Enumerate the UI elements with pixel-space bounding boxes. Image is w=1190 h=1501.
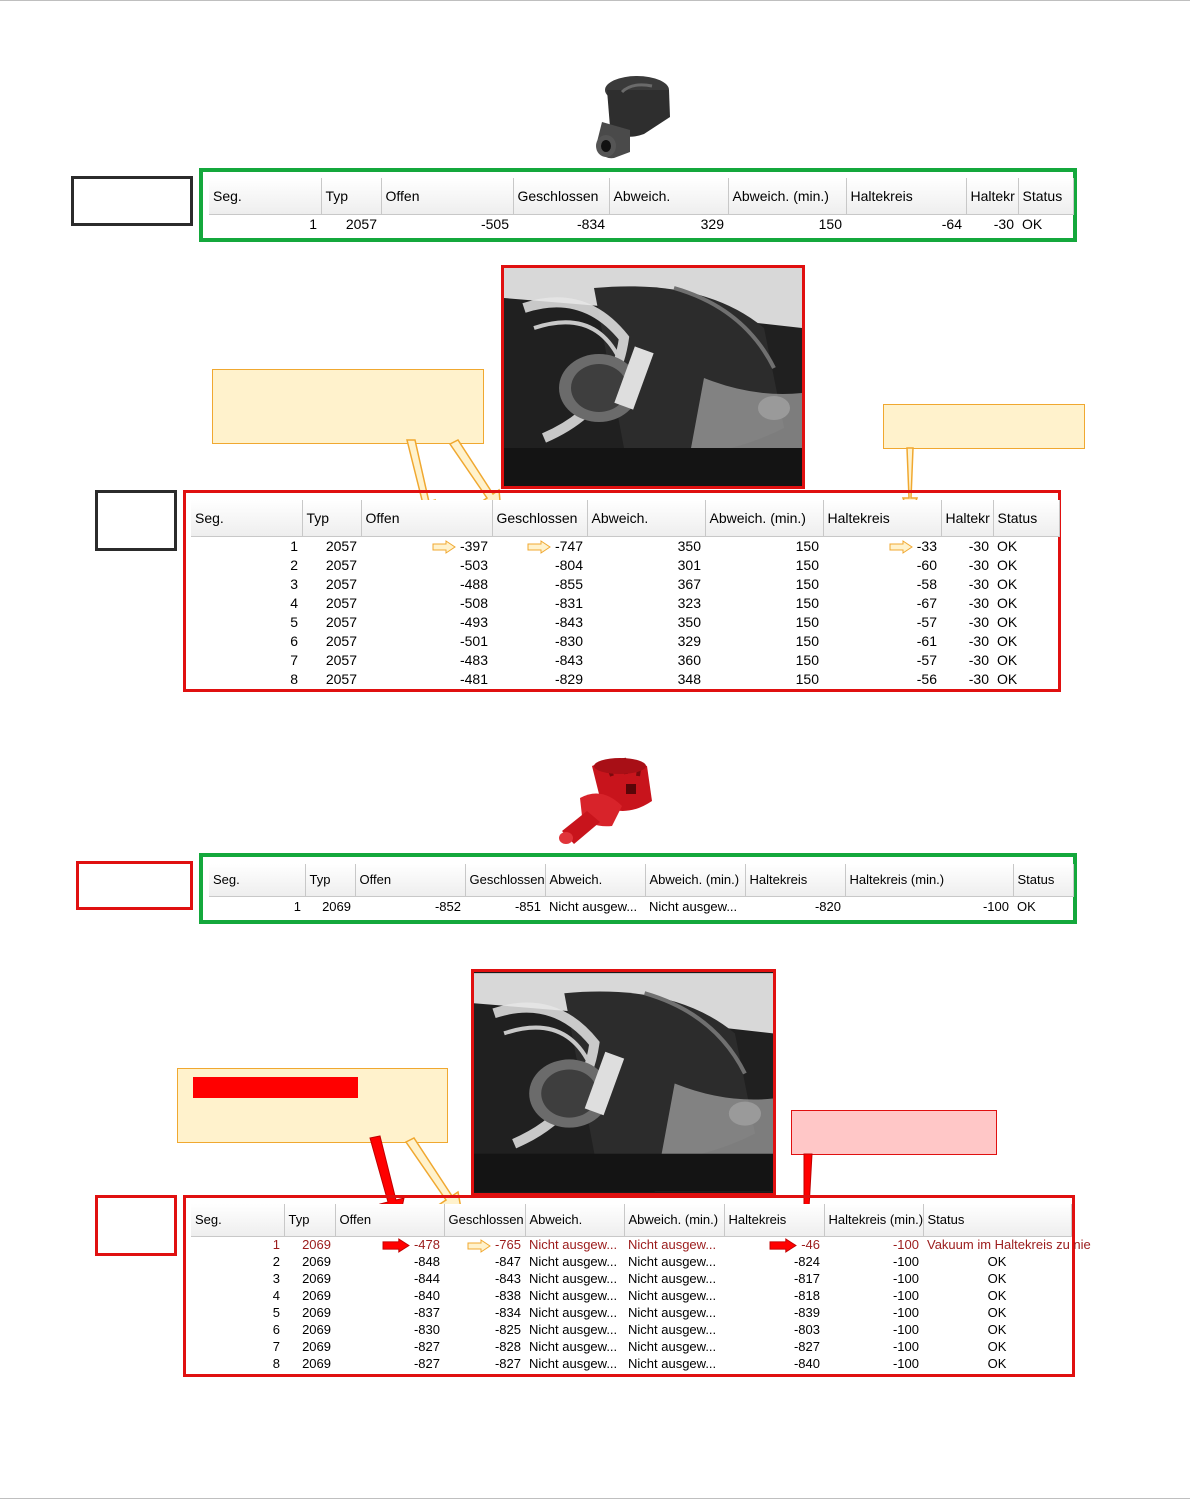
col-header-abweich-min[interactable]: Abweich. (min.) bbox=[705, 500, 823, 536]
cell-status: OK bbox=[997, 575, 1018, 592]
cell-status: OK bbox=[987, 1254, 1007, 1269]
cell-typ: 2057 bbox=[325, 556, 357, 573]
cell-offen: -505 bbox=[480, 216, 509, 233]
col-header-status[interactable]: Status bbox=[993, 500, 1059, 536]
measurement-table-1 bbox=[191, 500, 1060, 688]
cell-seg: 1 bbox=[309, 216, 317, 233]
col-header-offen[interactable]: Offen bbox=[355, 864, 465, 896]
table-row[interactable] bbox=[191, 1287, 1071, 1304]
cell-status: OK bbox=[997, 613, 1018, 630]
col-header-seg[interactable]: Seg. bbox=[191, 1204, 284, 1236]
cell-haltekreis: -824 bbox=[793, 1254, 820, 1269]
col-header-haltekreis[interactable]: Haltekreis bbox=[745, 864, 845, 896]
reference-table-frame-1 bbox=[199, 168, 1077, 242]
cell-status: OK bbox=[997, 651, 1018, 668]
table-row[interactable] bbox=[209, 896, 1073, 916]
cell-haltekreis-min: -30 bbox=[968, 613, 989, 630]
red-arrow-icon bbox=[382, 1239, 410, 1252]
cell-abweich: 360 bbox=[677, 651, 701, 668]
reference-table-2 bbox=[209, 864, 1074, 916]
cell-haltekreis: -839 bbox=[793, 1305, 820, 1320]
cell-seg: 2 bbox=[290, 556, 298, 573]
cell-typ: 2069 bbox=[302, 1356, 331, 1371]
cell-seg: 5 bbox=[272, 1305, 280, 1320]
cell-haltekreis bbox=[823, 536, 941, 555]
cell-offen: -848 bbox=[413, 1254, 440, 1269]
cell-seg: 6 bbox=[272, 1322, 280, 1337]
cell-typ: 2057 bbox=[325, 594, 357, 611]
cell-status: OK bbox=[1017, 898, 1036, 914]
cell-haltekreis: -60 bbox=[916, 556, 937, 573]
cell-seg: 2 bbox=[272, 1254, 280, 1269]
cell-status: OK bbox=[987, 1288, 1007, 1303]
cell-haltekreis-min: -100 bbox=[892, 1322, 919, 1337]
orange-arrow-icon bbox=[889, 541, 913, 553]
cell-typ: 2069 bbox=[322, 898, 351, 914]
table-row[interactable] bbox=[191, 1270, 1071, 1287]
cell-abweich: 348 bbox=[677, 670, 701, 687]
cell-haltekreis: -817 bbox=[793, 1271, 820, 1286]
col-header-abweich[interactable]: Abweich. bbox=[609, 178, 728, 214]
cell-typ: 2057 bbox=[345, 216, 377, 233]
col-header-haltekreis[interactable]: Haltekreis bbox=[846, 178, 966, 214]
cell-seg: 8 bbox=[272, 1356, 280, 1371]
cell-geschlossen: -843 bbox=[554, 613, 583, 630]
redacted-label-bar bbox=[193, 1077, 358, 1098]
col-header-offen[interactable]: Offen bbox=[335, 1204, 444, 1236]
cell-abweich-min: Nicht ausgew... bbox=[628, 1322, 717, 1337]
col-header-seg[interactable]: Seg. bbox=[209, 864, 305, 896]
cell-status: OK bbox=[1022, 216, 1043, 233]
cell-geschlossen: -838 bbox=[494, 1288, 521, 1303]
cell-abweich-min: Nicht ausgew... bbox=[628, 1254, 717, 1269]
cell-haltekreis-min: -30 bbox=[968, 594, 989, 611]
cell-abweich: 329 bbox=[700, 216, 724, 233]
cell-abweich-min: 150 bbox=[795, 556, 819, 573]
cell-seg: 1 bbox=[290, 537, 298, 554]
cell-haltekreis: -67 bbox=[916, 594, 937, 611]
col-header-status[interactable]: Status bbox=[923, 1204, 1071, 1236]
cell-seg: 1 bbox=[293, 898, 301, 914]
cell-offen: -827 bbox=[413, 1356, 440, 1371]
table-row[interactable] bbox=[191, 1338, 1071, 1355]
cell-value: -765 bbox=[494, 1237, 521, 1253]
cell-seg: 1 bbox=[272, 1237, 280, 1253]
cell-haltekreis-min: -30 bbox=[968, 537, 989, 554]
col-header-abweich[interactable]: Abweich. bbox=[545, 864, 645, 896]
cell-offen: -840 bbox=[413, 1288, 440, 1303]
col-header-abweich[interactable]: Abweich. bbox=[587, 500, 705, 536]
callout-offen-geschlossen-1 bbox=[212, 369, 484, 444]
cell-typ: 2057 bbox=[325, 575, 357, 592]
cell-geschlossen: -831 bbox=[554, 594, 583, 611]
cell-status: Vakuum im Haltekreis zu nie bbox=[927, 1237, 1091, 1253]
cell-status: OK bbox=[987, 1322, 1007, 1337]
col-header-geschlossen[interactable]: Geschlossen bbox=[465, 864, 545, 896]
cell-typ: 2069 bbox=[302, 1339, 331, 1354]
cell-haltekreis: -57 bbox=[916, 651, 937, 668]
cell-status: OK bbox=[987, 1305, 1007, 1320]
measurement-table-2 bbox=[191, 1204, 1091, 1372]
cell-status: OK bbox=[997, 537, 1018, 554]
cell-abweich: Nicht ausgew... bbox=[529, 1237, 618, 1253]
cell-abweich: 350 bbox=[677, 613, 701, 630]
cell-offen: -827 bbox=[413, 1339, 440, 1354]
col-header-haltekreis-min[interactable]: Haltekr bbox=[966, 178, 1018, 214]
cell-status: OK bbox=[997, 556, 1018, 573]
cell-haltekreis: -818 bbox=[793, 1288, 820, 1303]
cell-status: OK bbox=[987, 1339, 1007, 1354]
cell-haltekreis-min: -30 bbox=[968, 651, 989, 668]
cell-geschlossen: -830 bbox=[554, 632, 583, 649]
cell-seg: 7 bbox=[290, 651, 298, 668]
col-header-haltekreis[interactable]: Haltekreis bbox=[724, 1204, 824, 1236]
cell-status: OK bbox=[997, 594, 1018, 611]
cell-abweich: 367 bbox=[677, 575, 701, 592]
bottom-rule bbox=[0, 1498, 1190, 1499]
cell-geschlossen bbox=[444, 1236, 525, 1253]
cell-abweich-min: 150 bbox=[795, 575, 819, 592]
cell-haltekreis-min: -100 bbox=[892, 1356, 919, 1371]
top-rule bbox=[0, 0, 1190, 1]
cell-geschlossen: -834 bbox=[576, 216, 605, 233]
red-suction-cup-image bbox=[552, 756, 662, 852]
cell-offen: -488 bbox=[459, 575, 488, 592]
col-header-abweich-min[interactable]: Abweich. (min.) bbox=[645, 864, 745, 896]
cell-abweich-min: Nicht ausgew... bbox=[628, 1305, 717, 1320]
cell-geschlossen: -827 bbox=[494, 1356, 521, 1371]
cell-seg: 6 bbox=[290, 632, 298, 649]
reference-table-1 bbox=[209, 178, 1074, 234]
cell-abweich: Nicht ausgew... bbox=[529, 1254, 618, 1269]
label-box-3 bbox=[76, 861, 193, 910]
col-header-status[interactable]: Status bbox=[1013, 864, 1073, 896]
cell-haltekreis-min: -100 bbox=[892, 1339, 919, 1354]
cell-haltekreis-min: -30 bbox=[968, 632, 989, 649]
cell-abweich: Nicht ausgew... bbox=[529, 1356, 618, 1371]
cell-abweich-min: 150 bbox=[795, 594, 819, 611]
cell-geschlossen: -828 bbox=[494, 1339, 521, 1354]
col-header-offen[interactable]: Offen bbox=[361, 500, 492, 536]
cell-abweich-min: 150 bbox=[795, 651, 819, 668]
cell-typ: 2057 bbox=[325, 613, 357, 630]
cell-abweich: 329 bbox=[677, 632, 701, 649]
cell-offen: -503 bbox=[459, 556, 488, 573]
col-header-geschlossen[interactable]: Geschlossen bbox=[444, 1204, 525, 1236]
cell-value: -397 bbox=[459, 537, 488, 554]
cell-haltekreis: -64 bbox=[941, 216, 962, 233]
cell-offen: -493 bbox=[459, 613, 488, 630]
table-row[interactable] bbox=[191, 593, 1059, 612]
cell-geschlossen: -825 bbox=[494, 1322, 521, 1337]
cell-typ: 2057 bbox=[325, 632, 357, 649]
col-header-status[interactable]: Status bbox=[1018, 178, 1073, 214]
cell-offen: -852 bbox=[434, 898, 461, 914]
cell-abweich: 301 bbox=[677, 556, 701, 573]
cell-abweich-min: 150 bbox=[795, 670, 819, 687]
reference-table-frame-2 bbox=[199, 853, 1077, 924]
cell-abweich-min: 150 bbox=[818, 216, 842, 233]
cell-abweich-min: Nicht ausgew... bbox=[628, 1271, 717, 1286]
cell-geschlossen bbox=[492, 536, 587, 555]
cell-offen: -508 bbox=[459, 594, 488, 611]
cell-seg: 4 bbox=[272, 1288, 280, 1303]
cell-haltekreis: -58 bbox=[916, 575, 937, 592]
cell-geschlossen: -804 bbox=[554, 556, 583, 573]
cell-abweich: Nicht ausgew... bbox=[529, 1305, 618, 1320]
col-header-geschlossen[interactable]: Geschlossen bbox=[492, 500, 587, 536]
orange-arrow-icon bbox=[467, 1240, 491, 1252]
cell-seg: 8 bbox=[290, 670, 298, 687]
col-header-typ[interactable]: Typ bbox=[321, 178, 381, 214]
cell-typ: 2057 bbox=[325, 537, 357, 554]
cell-abweich: 350 bbox=[677, 537, 701, 554]
col-header-abweich[interactable]: Abweich. bbox=[525, 1204, 624, 1236]
cell-haltekreis-min: -100 bbox=[892, 1254, 919, 1269]
table-row[interactable] bbox=[191, 555, 1059, 574]
cell-haltekreis-min: -30 bbox=[968, 556, 989, 573]
cell-offen: -837 bbox=[413, 1305, 440, 1320]
cell-haltekreis: -57 bbox=[916, 613, 937, 630]
cell-seg: 4 bbox=[290, 594, 298, 611]
cell-haltekreis-min: -30 bbox=[968, 575, 989, 592]
cell-offen: -830 bbox=[413, 1322, 440, 1337]
cell-offen: -844 bbox=[413, 1271, 440, 1286]
cell-haltekreis: -61 bbox=[916, 632, 937, 649]
cell-typ: 2069 bbox=[302, 1288, 331, 1303]
col-header-typ[interactable]: Typ bbox=[302, 500, 361, 536]
table-row[interactable] bbox=[191, 612, 1059, 631]
cell-geschlossen: -855 bbox=[554, 575, 583, 592]
cell-haltekreis: -827 bbox=[793, 1339, 820, 1354]
black-suction-cup-image bbox=[582, 72, 682, 162]
col-header-haltekreis-min[interactable]: Haltekreis (min.) bbox=[824, 1204, 923, 1236]
cell-typ: 2069 bbox=[302, 1305, 331, 1320]
measurement-table-frame-2 bbox=[183, 1195, 1091, 1377]
cell-abweich-min: 150 bbox=[795, 632, 819, 649]
table-row[interactable] bbox=[191, 1253, 1071, 1270]
cell-offen: -483 bbox=[459, 651, 488, 668]
label-box-1 bbox=[71, 176, 193, 226]
cell-offen bbox=[335, 1236, 444, 1253]
cell-geschlossen: -851 bbox=[514, 898, 541, 914]
cell-abweich-min: Nicht ausgew... bbox=[628, 1356, 717, 1371]
cell-haltekreis bbox=[724, 1236, 824, 1253]
col-header-haltekreis[interactable]: Haltekreis bbox=[823, 500, 941, 536]
table-row[interactable] bbox=[191, 650, 1059, 669]
cell-seg: 3 bbox=[290, 575, 298, 592]
cell-offen: -501 bbox=[459, 632, 488, 649]
cell-status: OK bbox=[987, 1356, 1007, 1371]
cell-typ: 2069 bbox=[302, 1322, 331, 1337]
cell-haltekreis-min: -30 bbox=[968, 670, 989, 687]
cell-status: OK bbox=[987, 1271, 1007, 1286]
cell-haltekreis-min: -100 bbox=[892, 1305, 919, 1320]
measurement-table-frame-1 bbox=[183, 490, 1061, 692]
table-row[interactable] bbox=[191, 1236, 1071, 1253]
cell-haltekreis: -840 bbox=[793, 1356, 820, 1371]
col-header-seg[interactable]: Seg. bbox=[209, 178, 321, 214]
cell-abweich: 323 bbox=[677, 594, 701, 611]
cell-geschlossen: -829 bbox=[554, 670, 583, 687]
cell-abweich: Nicht ausgew... bbox=[529, 1322, 618, 1337]
cell-seg: 7 bbox=[272, 1339, 280, 1354]
col-header-abweich-min[interactable]: Abweich. (min.) bbox=[624, 1204, 724, 1236]
table-row[interactable] bbox=[191, 1355, 1071, 1372]
cell-haltekreis: -803 bbox=[793, 1322, 820, 1337]
cell-abweich: Nicht ausgew... bbox=[549, 898, 638, 914]
cell-typ: 2069 bbox=[302, 1271, 331, 1286]
cell-abweich-min: Nicht ausgew... bbox=[649, 898, 738, 914]
cell-value: -747 bbox=[554, 537, 583, 554]
cell-haltekreis-min: -100 bbox=[982, 898, 1009, 914]
col-header-seg[interactable]: Seg. bbox=[191, 500, 302, 536]
cell-geschlossen: -843 bbox=[554, 651, 583, 668]
cell-abweich: Nicht ausgew... bbox=[529, 1339, 618, 1354]
col-header-geschlossen[interactable]: Geschlossen bbox=[513, 178, 609, 214]
cell-abweich-min: 150 bbox=[795, 613, 819, 630]
cell-geschlossen: -843 bbox=[494, 1271, 521, 1286]
table-row[interactable] bbox=[191, 631, 1059, 650]
cell-seg: 5 bbox=[290, 613, 298, 630]
cell-status: OK bbox=[997, 632, 1018, 649]
orange-arrow-icon bbox=[432, 541, 456, 553]
label-box-4 bbox=[95, 1195, 177, 1256]
cell-value: -46 bbox=[801, 1237, 820, 1253]
table-row[interactable] bbox=[191, 1321, 1071, 1338]
cell-seg: 3 bbox=[272, 1271, 280, 1286]
cell-typ: 2069 bbox=[302, 1237, 331, 1253]
table-row[interactable] bbox=[191, 669, 1059, 688]
cell-value: -33 bbox=[916, 537, 937, 554]
cell-typ: 2069 bbox=[302, 1254, 331, 1269]
cell-abweich: Nicht ausgew... bbox=[529, 1271, 618, 1286]
cell-offen bbox=[361, 536, 492, 555]
col-header-haltekreis-min[interactable]: Haltekreis (min.) bbox=[845, 864, 1013, 896]
cell-haltekreis-min: -100 bbox=[892, 1237, 919, 1253]
col-header-typ[interactable]: Typ bbox=[284, 1204, 335, 1236]
cell-abweich-min: 150 bbox=[795, 537, 819, 554]
cell-geschlossen: -847 bbox=[494, 1254, 521, 1269]
col-header-offen[interactable]: Offen bbox=[381, 178, 513, 214]
orange-arrow-icon bbox=[527, 541, 551, 553]
col-header-abweich-min[interactable]: Abweich. (min.) bbox=[728, 178, 846, 214]
cell-haltekreis-min: -100 bbox=[892, 1288, 919, 1303]
cell-abweich-min: Nicht ausgew... bbox=[628, 1237, 717, 1253]
col-header-haltekreis-min[interactable]: Haltekr bbox=[941, 500, 993, 536]
cell-value: -478 bbox=[413, 1237, 440, 1253]
cell-offen: -481 bbox=[459, 670, 488, 687]
table-row[interactable] bbox=[209, 214, 1073, 234]
table-row[interactable] bbox=[191, 536, 1059, 555]
cell-status: OK bbox=[997, 670, 1018, 687]
cell-haltekreis: -56 bbox=[916, 670, 937, 687]
cell-geschlossen: -834 bbox=[494, 1305, 521, 1320]
cell-abweich-min: Nicht ausgew... bbox=[628, 1288, 717, 1303]
col-header-typ[interactable]: Typ bbox=[305, 864, 355, 896]
label-box-2 bbox=[95, 490, 177, 551]
cell-haltekreis-min: -30 bbox=[993, 216, 1014, 233]
cell-haltekreis-min: -100 bbox=[892, 1271, 919, 1286]
cell-abweich: Nicht ausgew... bbox=[529, 1288, 618, 1303]
cell-typ: 2057 bbox=[325, 651, 357, 668]
cell-abweich-min: Nicht ausgew... bbox=[628, 1339, 717, 1354]
cell-typ: 2057 bbox=[325, 670, 357, 687]
cell-haltekreis: -820 bbox=[814, 898, 841, 914]
table-row[interactable] bbox=[191, 1304, 1071, 1321]
red-arrow-icon bbox=[769, 1239, 797, 1252]
table-row[interactable] bbox=[191, 574, 1059, 593]
